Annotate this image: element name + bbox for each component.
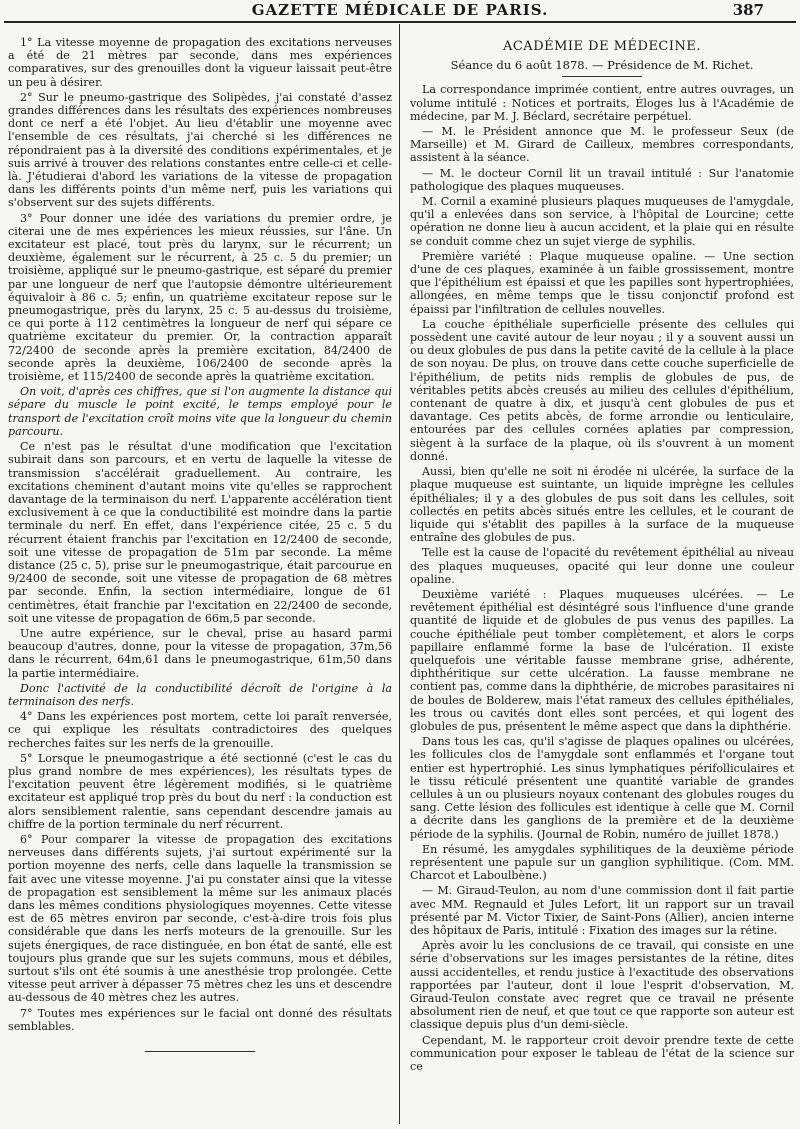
running-header: [0, 0, 800, 22]
paragraph: Deuxième variété : Plaques muqueuses ulcérées. — Le revêtement épithélial est désintégré sous l'influence d'une grande quantité de liquide et de globules de pus venus des papilles. La couche épithéliale peut tomber complètement, et alors le corps papillaire enflammé forme la base de l'ulcération. Il existe quelquefois une véritable fausse membrane grise, adhérente, diphthéritique sur cette ulcération. La fausse membrane ne contient pas, comme dans la diphthérie, de microbes parasitaires ni de boules de Bolderew, mais l'état rameux des cellules épithéliales, les trous ou cavités dont elles sont percées, et qui logent des globules de pus, présentent le même aspect que dans la diphthérie.: [410, 587, 794, 733]
paragraph: Première variété : Plaque muqueuse opaline. — Une section d'une de ces plaques, examinée à un faible grossissement, montre que l'épithélium est épaissi et que les papilles sont hypertrophiées, allongées, en même temps que le tissu conjonctif profond est épaissi par l'infiltration de cellules nouvelles.: [410, 249, 794, 316]
left-column: [8, 36, 392, 1121]
journal-title: GAZETTE MÉDICALE DE PARIS.: [251, 1, 549, 19]
paragraph: On voit, d'après ces chiffres, que si l'on augmente la distance qui sépare du muscle le point excité, le temps employé pour le transport de l'excitation croît moins vite que la longueur du chemin parcouru.: [8, 385, 392, 438]
paragraph: Donc l'activité de la conductibilité décroît de l'origine à la terminaison des nerfs.: [8, 681, 392, 708]
paragraph: Une autre expérience, sur le cheval, prise au hasard parmi beaucoup d'autres, donne, pour la vitesse de propagation, 37m,56 dans le récurrent, 64m,61 dans le pneumogastrique, 61m,50 dans la partie intermédiaire.: [8, 626, 392, 680]
column-divider: [399, 24, 400, 1124]
header-rule: [4, 21, 796, 23]
paragraph: 5° Lorsque le pneumogastrique a été sectionné (c'est le cas du plus grand nombre de mes expériences), les résultats types de l'excitation peuvent être légèrement modifiés, si le quatrième excitateur est appliqué trop près du bout du nerf : la conduction est alors sensiblement ralentie, sans cependant descendre jamais au chiffre de la portion terminale du nerf récurrent.: [8, 751, 392, 831]
right-column: [410, 36, 794, 1121]
paragraph: — M. Giraud-Teulon, au nom d'une commission dont il fait partie avec MM. Regnauld et Jules Lefort, lit un rapport sur un travail présenté par M. Victor Tixier, de Saint-Pons (Allier), ancien interne des hôpitaux de Paris, intitulé : Fixation des images sur la rétine.: [410, 884, 794, 937]
paragraph: 2° Sur le pneumo-gastrique des Solipèdes, j'ai constaté d'assez grandes différences dans les résultats des expériences nombreuses dont ce nerf a été l'objet. Au lieu d'établir une moyenne avec l'ensemble de ces résultats, j'ai cherché si les différences ne répondraient pas à la diversité des conditions expérimentales, et je suis arrivé à trouver des relations constantes entre celle-ci et celle-là. J'étudierai d'abord les variations de la vitesse de propagation dans les différents points d'un même nerf, puis les variations qui s'observent sur des sujets différents.: [8, 90, 392, 210]
closing-rule: [145, 1051, 255, 1052]
paragraph: Ce n'est pas le résultat d'une modification que l'excitation subirait dans son parcours, et en vertu de laquelle la vitesse de transmission s'accélérait graduellement. Au contraire, les excitations cheminent d'autant moins vite qu'elles se rapprochent davantage de la terminaison du nerf. L'apparente accélération tient exclusivement à ce que la conductibilité est moindre dans la partie terminale du nerf. En effet, dans l'expérience citée, 25 c. 5 du récurrent étaient franchis par l'excitation en 12/2400 de seconde, soit une vitesse de propagation de 51m par seconde. La même distance (25 c. 5), prise sur le pneumogastrique, était parcourue en 9/2400 de seconde, soit une vitesse de propagation de 68 mètres par seconde. Enfin, la section intermédiaire, longue de 61 centimètres, était franchie par l'excitation en 22/2400 de seconde, soit une vitesse de propagation de 66m,5 par seconde.: [8, 440, 392, 625]
paragraph: En résumé, les amygdales syphilitiques de la deuxième période représentent une papule sur un ganglion syphilitique. (Com. MM. Charcot et Laboulbène.): [410, 842, 794, 883]
paragraph: — M. le docteur Cornil lit un travail intitulé : Sur l'anatomie pathologique des plaques muqueuses.: [410, 166, 794, 193]
paragraph: Aussi, bien qu'elle ne soit ni érodée ni ulcérée, la surface de la plaque muqueuse est suintante, un liquide imprègne les cellules épithéliales; il y a des globules de pus soit dans les cellules, soit collectés en petits abcès situés entre les cellules, et le courant de liquide qui s'établit des papilles à la surface de la muqueuse entraîne des globules de pus.: [410, 465, 794, 545]
section-title: ACADÉMIE DE MÉDECINE.: [502, 39, 702, 54]
paragraph: 1° La vitesse moyenne de propagation des excitations nerveuses a été de 21 mètres par seconde, dans mes expériences comparatives, sur des grenouilles dont la vigueur laissait peut-être un peu à désirer.: [8, 36, 392, 89]
session-rule: [562, 76, 642, 77]
paragraph: M. Cornil a examiné plusieurs plaques muqueuses de l'amygdale, qu'il a enlevées dans son service, à l'hôpital de Lourcine; cette opération ne donne lieu à aucun accident, et la plaie qui en résulte se conduit comme chez un sujet vierge de syphilis.: [410, 195, 794, 248]
page-number: 387: [732, 1, 764, 19]
session-line: Séance du 6 août 1878. — Présidence de M. Richet.: [450, 58, 754, 73]
paragraph: Dans tous les cas, qu'il s'agisse de plaques opalines ou ulcérées, les follicules clos de l'amygdale sont enflammés et l'organe tout entier est hypertrophié. Les sinus lymphatiques périfolliculaires et le tissu réticulé présentent une quantité variable de grandes cellules à un ou plusieurs noyaux contenant des globules rouges du sang. Cette lésion des follicules est identique à celle que M. Cornil a décrite dans les ganglions de la première et de la deuxième période de la syphilis. (Journal de Robin, numéro de juillet 1878.): [410, 735, 794, 841]
paragraph: 3° Pour donner une idée des variations du premier ordre, je citerai une de mes expériences les mieux réussies, sur l'âne. Un excitateur est placé, tout près du larynx, sur le récurrent; un deuxième, également sur le récurrent, à 25 c. 5 du premier; un troisième, appliqué sur le pneumo-gastrique, est séparé du premier par une longueur de nerf que l'autopsie démontre ultérieurement équivaloir à 86 c. 5; enfin, un quatrième excitateur repose sur le pneumogastrique, près du larynx, 25 c. 5 au-dessus du troisième, ce qui porte à 112 centimètres la longueur de nerf qui sépare ce quatrième excitateur du premier. Or, la contraction apparaît 72/2400 de seconde après la première excitation, 84/2400 de seconde après la deuxième, 106/2400 de seconde après la troisième, et 115/2400 de seconde après la quatrième excitation.: [8, 211, 392, 384]
paragraph: Telle est la cause de l'opacité du revêtement épithélial au niveau des plaques muqueuses, opacité qui leur donne une couleur opaline.: [410, 546, 794, 586]
paragraph: Cependant, M. le rapporteur croit devoir prendre texte de cette communication pour exposer le tableau de l'état de la science sur ce: [410, 1033, 794, 1074]
paragraph: Après avoir lu les conclusions de ce travail, qui consiste en une série d'observations sur les images persistantes de la rétine, dites aussi accidentelles, et rendu justice à l'exactitude des observations rapportées par l'auteur, dont il loue l'esprit d'observation, M. Giraud-Teulon constate avec regret que ce travail ne présente absolument rien de neuf, et que tout ce que rapporte son auteur est classique depuis plus d'un demi-siècle.: [410, 939, 794, 1032]
paragraph: La correspondance imprimée contient, entre autres ouvrages, un volume intitulé : Notices et portraits, Éloges lus à l'Académie de médecine, par M. J. Béclard, secrétaire perpétuel.: [410, 83, 794, 123]
paragraph: 6° Pour comparer la vitesse de propagation des excitations nerveuses dans différents sujets, j'ai surtout expérimenté sur la portion moyenne des nerfs, celle dans laquelle la transmission se fait avec une vitesse moyenne. J'ai pu constater ainsi que la vitesse de propagation est sensiblement la même sur les animaux placés dans les mêmes conditions physiologiques moyennes. Cette vitesse est de 65 mètres environ par seconde, c'est-à-dire trois fois plus considérable que dans les nerfs moteurs de la grenouille. Sur les sujets énergiques, de race distinguée, en bon état de santé, elle est toujours plus grande que sur les sujets communs, mous et débiles, surtout s'ils ont été soumis à une anesthésie trop prolongée. Cette vitesse peut arriver à dépasser 75 mètres chez les uns et descendre au-dessous de 40 mètres chez les autres.: [8, 832, 392, 1005]
paragraph: 7° Toutes mes expériences sur le facial ont donné des résultats semblables.: [8, 1006, 392, 1033]
paragraph: — M. le Président annonce que M. le professeur Seux (de Marseille) et M. Girard de Cailleux, membres correspondants, assistent à la séance.: [410, 125, 794, 165]
paragraph: 4° Dans les expériences post mortem, cette loi paraît renversée, ce qui explique les résultats contradictoires des quelques recherches faites sur les nerfs de la grenouille.: [8, 710, 392, 750]
paragraph: La couche épithéliale superficielle présente des cellules qui possèdent une cavité autour de leur noyau ; il y a souvent aussi un ou deux globules de pus dans la petite cavité de la cellule à la place de son noyau. De plus, on trouve dans cette couche superficielle de l'épithélium, de petits nids remplis de globules de pus, de véritables petits abcès creusés au milieu des cellules d'épithélium, contenant de quatre à dix, et jusqu'à cent globules de pus et davantage. Ces petits abcès, de forme arrondie ou lenticulaire, entourées par des cellules cornées aplaties par compression, siègent à la surface de la plaque, où ils s'ouvrent à un moment donné.: [410, 317, 794, 463]
